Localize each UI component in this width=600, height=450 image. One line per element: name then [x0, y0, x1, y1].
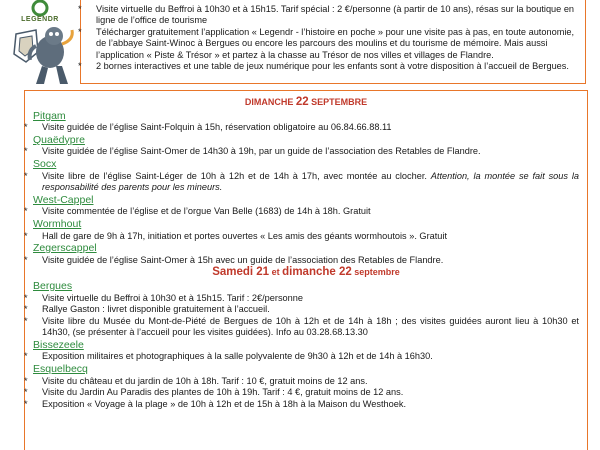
legendr-logo — [2, 0, 78, 92]
event-item: * Visite libre de l’église Saint-Léger de 10h à 12h et de 14h à 17h, avec montée au clocher. Attention, la montée se fait sous la responsabilité des parents pour les mineurs. — [24, 170, 579, 193]
event-item: * Visite du château et du jardin de 10h à 18h. Tarif : 10 €, gratuit moins de 12 ans. — [24, 375, 368, 386]
intro-item-text: Télécharger gratuitement l’application « Legendr - l’histoire en poche » pour une visite pas à pas, en toute autonomie, de l’abbaye Saint-Winoc à Bergues ou encore les parcours des moulins et du tourisme de mémoire. Mais aussi l’application « Piste & Trésor » et partez à la chasse au Trésor de nos villes et villages de Flandre. — [96, 27, 575, 60]
event-item: * Hall de gare de 9h à 17h, initiation et portes ouvertes « Les amis des géants wormhoutois ». Gratuit — [24, 230, 447, 241]
intro-item: * Visite virtuelle du Beffroi à 10h30 et à 15h15. Tarif spécial : 2 €/personne (à partir de 10 ans), résas sur la boutique en ligne de l’office de tourisme — [78, 4, 575, 26]
event-text: Visite commentée de l’église et de l’orgue Van Belle (1683) de 14h à 18h. Gratuit — [42, 206, 371, 217]
town-esquelbecq[interactable]: Esquelbecq — [33, 363, 88, 376]
day-conjunction: et — [269, 267, 283, 278]
event-text: Visite virtuelle du Beffroi à 10h30 et à 15h15. Tarif : 2€/personne — [42, 292, 303, 303]
event-text: Exposition « Voyage à la plage » de 10h à 12h et de 15h à 18h à la Maison du Westhoek. — [42, 398, 407, 409]
event-text: Rallye Gaston : livret disponible gratuitement à l’accueil. — [42, 304, 270, 315]
day-label: Samedi 21 — [212, 266, 270, 279]
intro-item-text: 2 bornes interactives et une table de jeux numérique pour les enfants sont à votre disposition à l’accueil de Bergues. — [96, 61, 569, 72]
day-month: septembre — [351, 267, 400, 278]
town-quaedypre[interactable]: Quaëdypre — [33, 133, 85, 146]
intro-box — [80, 0, 586, 84]
event-text: Visite guidée de l’église Saint-Omer de 14h30 à 19h, par un guide de l’association des Retables de Flandre. — [42, 146, 481, 157]
day-month: SEPTEMBRE — [308, 97, 368, 107]
event-item: * Exposition militaires et photographiques à la salle polyvalente de 9h30 à 12h et de 14h à 16h30. — [24, 351, 433, 362]
day-label: DIMANCHE — [244, 97, 296, 107]
event-warning: Attention, la montée se fait sous la responsabilité des parents pour les mineurs. — [42, 170, 579, 193]
town-bergues[interactable]: Bergues — [33, 279, 73, 292]
event-text: Visite libre de l’église Saint-Léger de 10h à 12h et de 14h à 17h, avec montée au clocher. — [42, 170, 431, 181]
event-item: * Visite guidée de l’église Saint-Omer à 15h avec un guide de l’association des Retables de Flandre. — [24, 254, 444, 265]
event-text: Hall de gare de 9h à 17h, initiation et portes ouvertes « Les amis des géants wormhoutois ». Gratuit — [42, 230, 447, 241]
intro-item: * 2 bornes interactives et une table de jeux numérique pour les enfants sont à votre disposition à l’accueil de Bergues. — [78, 61, 569, 72]
event-item: * Visite libre du Musée du Mont-de-Piété de Bergues de 10h à 12h et de 14h à 18h ; des visites guidées auront lieu à 10h30 et 14h30, (se présenter à l’accueil pour les visites guidées). Info au 03.28.68.13.30 — [24, 315, 579, 338]
event-item: * Rallye Gaston : livret disponible gratuitement à l’accueil. — [24, 304, 270, 315]
town-zegerscappel[interactable]: Zegerscappel — [33, 242, 97, 255]
town-bissezeele[interactable]: Bissezeele — [33, 338, 84, 351]
event-item: * Visite virtuelle du Beffroi à 10h30 et à 15h15. Tarif : 2€/personne — [24, 292, 303, 303]
event-item: * Exposition « Voyage à la plage » de 10h à 12h et de 15h à 18h à la Maison du Westhoek. — [24, 398, 407, 409]
event-item: * Visite du Jardin Au Paradis des plantes de 10h à 19h. Tarif : 4 €, gratuit moins de 12 ans. — [24, 387, 404, 398]
town-socx[interactable]: Socx — [33, 157, 57, 170]
day-number: 22 — [295, 96, 309, 108]
day-label: dimanche 22 — [282, 266, 352, 279]
legendr-logo-icon — [2, 0, 78, 92]
event-text: Exposition militaires et photographiques à la salle polyvalente de 9h30 à 12h et de 14h à 16h30. — [42, 351, 433, 362]
intro-item: * Télécharger gratuitement l’application « Legendr - l’histoire en poche » pour une visite pas à pas, en toute autonomie, de l’abbaye Saint-Winoc à Bergues ou encore les parcours des moulins et du tourisme de mémoire. Mais aussi l’application « Piste & Trésor » et partez à la chasse au Trésor de nos villes et villages de Flandre. — [78, 27, 575, 60]
event-text: Visite du château et du jardin de 10h à 18h. Tarif : 10 €, gratuit moins de 12 ans. — [42, 375, 368, 386]
program-box — [24, 90, 588, 450]
event-item: * Visite guidée de l’église Saint-Omer de 14h30 à 19h, par un guide de l’association des Retables de Flandre. — [24, 146, 481, 157]
event-text: Visite guidée de l’église Saint-Omer à 15h avec un guide de l’association des Retables de Flandre. — [42, 254, 444, 265]
intro-item-text: Visite virtuelle du Beffroi à 10h30 et à 15h15. Tarif spécial : 2 €/personne (à partir de 10 ans), résas sur la boutique en ligne de l’office de tourisme — [96, 4, 575, 26]
event-item: * Visite commentée de l’église et de l’orgue Van Belle (1683) de 14h à 18h. Gratuit — [24, 206, 371, 217]
event-item: * Visite guidée de l’église Saint-Folquin à 15h, réservation obligatoire au 06.84.66.88.11 — [24, 122, 392, 133]
day-heading-sunday — [33, 97, 579, 109]
day-heading-weekend — [33, 267, 579, 279]
logo-wordmark: LEGENDR — [21, 16, 59, 23]
event-text: Visite libre du Musée du Mont-de-Piété de Bergues de 10h à 12h et de 14h à 18h ; des visites guidées auront lieu à 10h30 et 14h30, (se présenter à l’accueil pour les visites guidées). Info au 03.28.68.13.30 — [42, 315, 579, 338]
town-pitgam[interactable]: Pitgam — [33, 109, 66, 122]
event-text: Visite guidée de l’église Saint-Folquin à 15h, réservation obligatoire au 06.84.66.88.11 — [42, 122, 392, 133]
event-text: Visite du Jardin Au Paradis des plantes de 10h à 19h. Tarif : 4 €, gratuit moins de 12 ans. — [42, 387, 404, 398]
town-west-cappel[interactable]: West-Cappel — [33, 193, 94, 206]
town-wormhout[interactable]: Wormhout — [33, 217, 82, 230]
